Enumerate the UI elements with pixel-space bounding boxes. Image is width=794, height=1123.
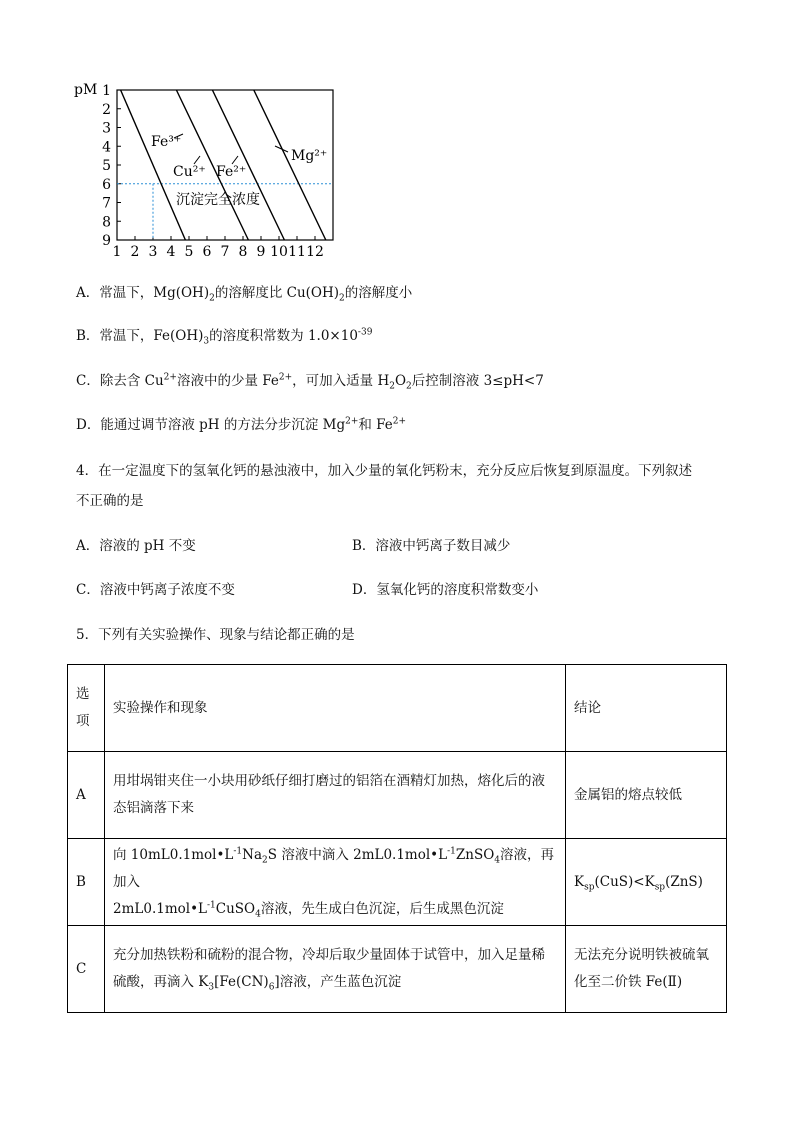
table-row (68, 752, 727, 839)
y-tick-label: 7 (102, 195, 111, 212)
row-operation: 向 $10mL0.1mol•L^{-1}Na_2S$ 溶液中滴入 $2mL0.1mol•L^{-1}ZnSO_4$溶液，再加入 $2mL0.1mol•L^{-1}CuSO_4$溶液，先生成白色沉淀，后生成黑色沉淀 (105, 839, 566, 926)
x-tick-label: 5 (184, 244, 194, 260)
x-tick-label: 4 (166, 244, 176, 260)
row-option: B (68, 839, 105, 926)
row-conclusion: 无法充分说明铁被硫氧 化至二价铁 Fe(Ⅱ) (566, 926, 727, 1013)
option-label: A． (76, 538, 100, 554)
option-text: 溶液的 pH 不变 (99, 538, 196, 554)
option-label: D． (76, 417, 101, 433)
y-tick-label: 6 (102, 176, 111, 193)
option-text: 溶液中钙离子数目减少 (375, 538, 511, 554)
row-option: A (68, 752, 105, 839)
y-tick-label: 4 (102, 139, 111, 156)
x-tick-label: 3 (148, 244, 158, 260)
row-conclusion: 金属铝的熔点较低 (566, 752, 727, 839)
x-tick-label: 10 (270, 244, 288, 260)
y-tick-label: 5 (102, 158, 111, 174)
y-tick-label: 2 (102, 101, 111, 118)
option-label: B． (76, 328, 100, 344)
q5-title: 5．下列有关实验操作、现象与结论都正确的是 (76, 627, 355, 643)
x-tick-label: 8 (238, 244, 248, 260)
row-operation: 用坩埚钳夹住一小块用砂纸仔细打磨过的铝箔在酒精灯加热，熔化后的液 态铝滴落下来 (105, 752, 566, 839)
y-tick-label: 9 (102, 233, 111, 249)
q3-option-b: B．常温下，$Fe(OH)_3$的溶度积常数为 $1.0\times 10^{-39}$ (76, 327, 373, 347)
x-tick-label: 2 (130, 244, 140, 260)
x-tick-label: 12 (306, 244, 324, 260)
row-operation: 充分加热铁粉和硫粉的混合物，冷却后取少量固体于试管中，加入足量稀 硫酸，再滴入 $K_3[Fe(CN)_6]$溶液，产生蓝色沉淀 (105, 926, 566, 1013)
table-header-row (68, 665, 727, 752)
row-option: C (68, 926, 105, 1013)
series-label: Mg²⁺ (291, 148, 328, 164)
option-label: C． (76, 373, 100, 389)
q4-stem-line1: 4．在一定温度下的氢氧化钙的悬浊液中，加入少量的氧化钙粉末，充分反应后恢复到原温度。下列叙述 (76, 463, 693, 479)
x-tick-label: 1 (112, 244, 122, 260)
q4-option-d (352, 580, 538, 600)
y-tick-label: 1 (102, 83, 111, 99)
series-line (254, 90, 326, 240)
table-row (68, 839, 727, 926)
series-label-leader (232, 156, 238, 164)
y-axis-label: pM (74, 82, 98, 98)
series-label: Cu²⁺ (173, 164, 206, 180)
option-text: 氢氧化钙的溶度积常数变小 (376, 582, 539, 598)
series-label: Fe²⁺ (216, 164, 247, 180)
row-conclusion: $K_{sp}(CuS)<K_{sp}(ZnS)$ (566, 839, 727, 926)
q4-option-a (76, 536, 196, 556)
y-tick-label: 3 (102, 120, 111, 137)
q3-option-c: C．除去含 $Cu^{2+}$溶液中的少量 $Fe^{2+}$，可加入适量 $H_2O_2$后控制溶液 3≤pH<7 (76, 372, 544, 392)
series-label: Fe³⁺ (151, 134, 182, 150)
option-label: B． (352, 538, 376, 554)
x-tick-label: 11 (288, 244, 306, 260)
reference-label: 沉淀完全浓度 (176, 192, 260, 208)
header-conclusion: 结论 (566, 665, 727, 752)
q4-stem-line2: 不正确的是 (76, 493, 144, 509)
q4-option-b (352, 536, 510, 556)
header-operation: 实验操作和现象 (105, 665, 566, 752)
option-text: 溶液中钙离子浓度不变 (99, 582, 235, 598)
q4-option-c (76, 580, 235, 600)
q3-option-a: A．常温下，$Mg(OH)_2$的溶解度比 $Cu(OH)_2$的溶解度小 (76, 285, 413, 304)
option-label: D． (352, 582, 377, 598)
option-label: C． (76, 582, 100, 598)
solubility-chart (70, 80, 340, 260)
x-tick-label: 7 (220, 244, 230, 260)
x-tick-label: 6 (202, 244, 212, 260)
y-tick-label: 8 (102, 214, 111, 231)
q5-table (67, 664, 727, 1013)
x-tick-label: 9 (256, 244, 266, 260)
option-label: A． (76, 285, 100, 301)
table-row (68, 926, 727, 1013)
series-label-leader (194, 156, 200, 164)
header-option: 选 项 (68, 665, 105, 752)
q3-option-d: D．能通过调节溶液 pH 的方法分步沉淀 $Mg^{2+}$和 $Fe^{2+}$ (76, 416, 407, 433)
